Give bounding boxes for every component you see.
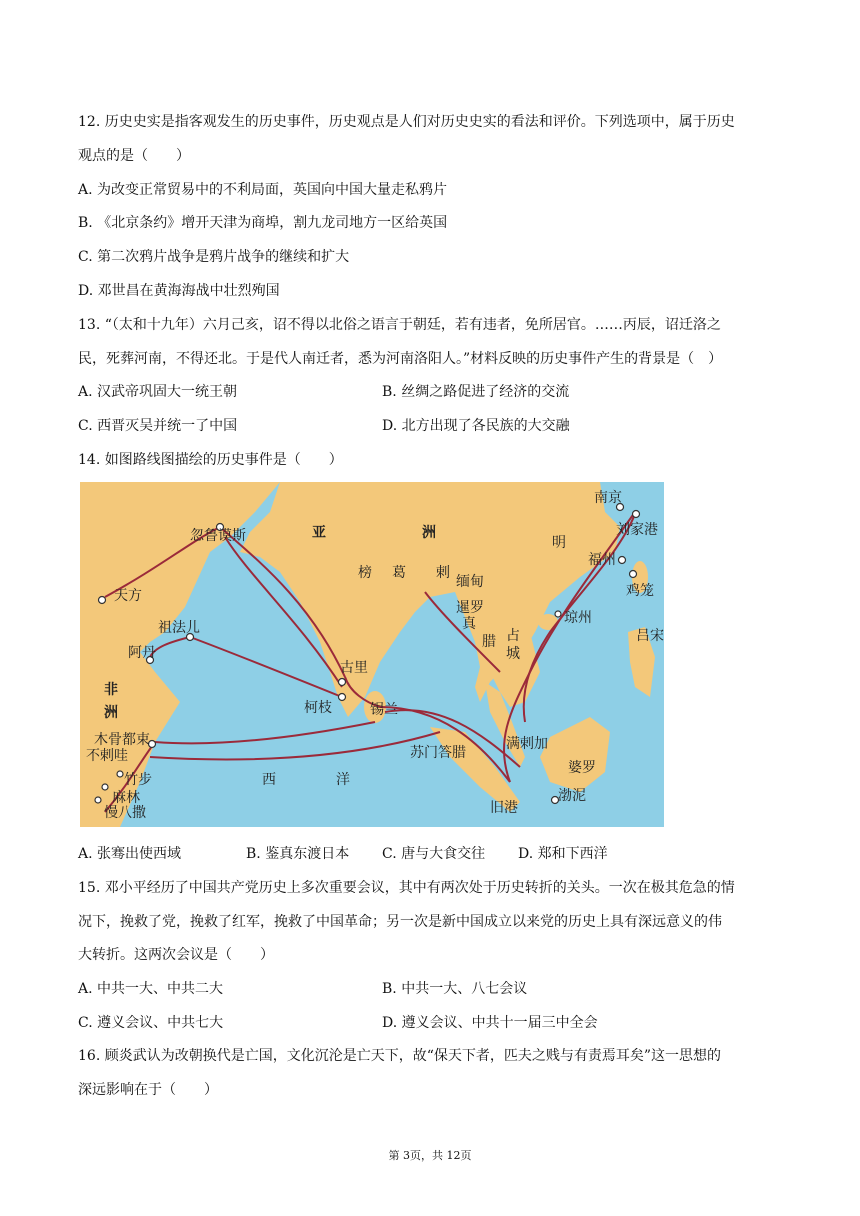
label-ceylon: 锡兰 [370,702,398,718]
label-burma: 缅甸 [456,574,484,590]
q14-stem: 14. 如图路线图描绘的历史事件是（ ） [78,452,343,468]
label-qiongzhou: 琼州 [564,610,592,626]
label-calicut: 古里 [340,660,368,676]
label-ya: 亚 [312,525,326,541]
label-nanjing: 南京 [594,490,622,506]
q14-option-a: A. 张骞出使西域 [78,846,182,862]
q12-option-d: D. 邓世昌在黄海海战中壮烈殉国 [78,283,280,299]
port-cochin [339,694,346,701]
zheng-he-route-map [80,482,664,827]
port-calicut [339,679,346,686]
label-siam: 暹罗 [456,600,484,616]
port-fuzhou [619,557,626,564]
q15-option-a: A. 中共一大、中共二大 [78,981,224,997]
label-yang: 洋 [336,772,350,788]
port-jilong [630,571,637,578]
label-cochin: 柯枝 [304,700,332,716]
q14-option-c: C. 唐与大食交往 [382,846,486,862]
port-mombasa [95,797,101,803]
label-sumatra: 苏门答腊 [410,745,466,761]
q14-option-d: D. 郑和下西洋 [518,846,608,862]
label-mogadishu: 木骨都束 [94,732,150,748]
label-xi: 西 [262,772,276,788]
q12-option-b: B. 《北京条约》增开天津为商埠，割九龙司地方一区给英国 [78,215,448,231]
label-malacca: 满剌加 [506,736,548,752]
q15-stem-line1: 15. 邓小平经历了中国共产党历史上多次重要会议，其中有两次处于历史转折的关头。一次在极其危急的情 [78,880,735,896]
port-malin [102,784,108,790]
label-borneo: 婆罗 [568,760,596,776]
q13-option-b: B. 丝绸之路促进了经济的交流 [382,384,570,400]
port-zhubu [117,771,123,777]
port-qiongzhou [555,611,561,617]
q15-option-c: C. 遵义会议、中共七大 [78,1015,224,1031]
label-boni: 渤泥 [558,788,586,804]
q12-stem-line1: 12. 历史史实是指客观发生的历史事件，历史观点是人们对历史史实的看法和评价。下列选项中，属于历史 [78,114,735,130]
label-zhen: 真 [462,616,476,632]
label-zhou2: 洲 [104,705,118,721]
label-jilong: 鸡笼 [626,583,654,599]
q16-stem-line1: 16. 顾炎武认为改朝换代是亡国，文化沉沦是亡天下，故“保天下者，匹夫之贱与有责焉耳矣”这一思想的 [78,1048,722,1064]
q13-option-c: C. 西晋灭吴并统一了中国 [78,418,238,434]
label-champa-1: 占 [506,628,520,644]
label-luzon: 吕宋 [636,628,664,644]
label-hormuz: 忽鲁谟斯 [190,528,246,544]
page-footer: 第 3页，共 12页 [388,1149,472,1162]
label-zhubu: 竹步 [124,772,152,788]
q12-stem-line2: 观点的是（ ） [78,148,190,164]
label-mombasa: 慢八撒 [104,805,146,821]
label-brava: 不剌哇 [86,748,128,764]
q15-option-b: B. 中共一大、八七会议 [382,981,528,997]
label-djofar: 祖法儿 [158,620,200,636]
q13-stem-line2: 民，死葬河南，不得还北。于是代人南迁者，悉为河南洛阳人。”材料反映的历史事件产生的背景是（ ） [78,351,723,367]
label-aden: 阿丹 [128,645,156,661]
q12-option-c: C. 第二次鸦片战争是鸦片战争的继续和扩大 [78,249,350,265]
label-fei: 非 [104,682,118,698]
port-liujiagang [633,511,640,518]
q12-option-a: A. 为改变正常贸易中的不利局面，英国向中国大量走私鸦片 [78,182,448,198]
port-tianfang [99,597,106,604]
label-ge: 葛 [392,565,406,581]
label-malin: 麻林 [112,790,140,806]
label-champa-2: 城 [506,646,520,662]
q13-stem-line1: 13. “（太和十九年）六月己亥，诏不得以北俗之语言于朝廷，若有违者，免所居官。……丙辰，诏迁洛之 [78,317,721,333]
q15-option-d: D. 遵义会议、中共十一届三中全会 [382,1015,598,1031]
q15-stem-line2: 况下，挽救了党，挽救了红军，挽救了中国革命；另一次是新中国成立以来党的历史上具有深远意义的伟 [78,914,722,930]
label-zhou: 洲 [422,525,436,541]
label-liujiagang: 刘家港 [616,522,658,538]
label-la: 剌 [436,565,450,581]
label-tianfang: 天方 [114,588,142,604]
q16-stem-line2: 深远影响在于（ ） [78,1082,218,1098]
label-fuzhou: 福州 [588,552,616,568]
q15-stem-line3: 大转折。这两次会议是（ ） [78,947,274,963]
label-bang: 榜 [358,565,372,581]
q14-option-b: B. 鉴真东渡日本 [246,846,350,862]
label-ming: 明 [552,535,566,551]
q13-option-d: D. 北方出现了各民族的大交融 [382,418,570,434]
q13-option-a: A. 汉武帝巩固大一统王朝 [78,384,238,400]
label-la2: 腊 [482,634,496,650]
label-palembang: 旧港 [490,800,518,816]
